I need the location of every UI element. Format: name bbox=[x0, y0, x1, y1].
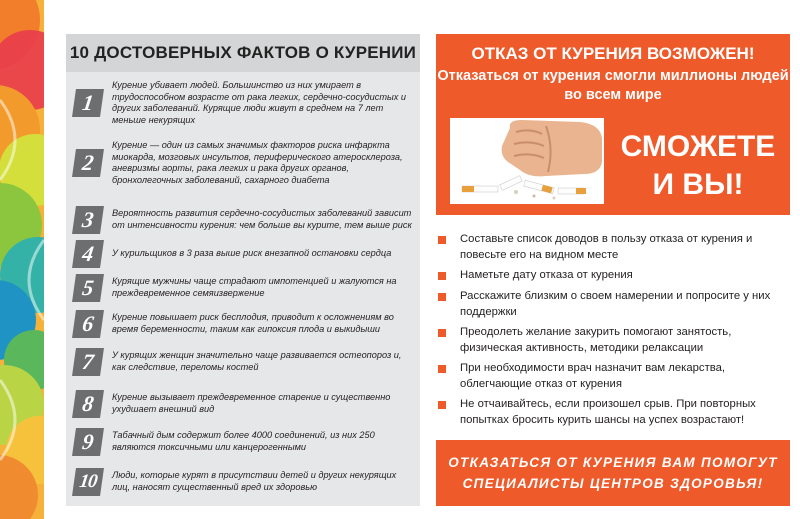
you-can-too-text: СМОЖЕТЕ И ВЫ! bbox=[620, 130, 776, 201]
fact-item bbox=[74, 140, 416, 186]
fact-item bbox=[74, 274, 416, 302]
fact-item bbox=[74, 240, 416, 268]
tip-text: Наметьте дату отказа от курения bbox=[460, 269, 633, 281]
fact-number: 10 bbox=[72, 468, 104, 496]
fact-number: 7 bbox=[72, 348, 104, 376]
fact-number: 4 bbox=[72, 240, 104, 268]
tip-text: Преодолеть желание закурить помогают занятость, физическая активность, методики релаксации bbox=[460, 326, 732, 354]
fact-text: Курение убивает людей. Большинство из них умирает в трудоспособном возрасте от рака легких, сердечно-сосудистых и других заболеваний. Курящие люди живут в среднем на 7 лет меньше некурящих bbox=[112, 80, 406, 125]
fact-number: 2 bbox=[72, 149, 104, 177]
tip-text: Составьте список доводов в пользу отказа от курения и повесьте его на видном месте bbox=[460, 233, 753, 261]
fact-number: 1 bbox=[72, 89, 104, 117]
health-centers-banner bbox=[436, 440, 790, 506]
fact-text: У курильщиков в 3 раза выше риск внезапной остановки сердца bbox=[112, 248, 392, 259]
fact-item bbox=[74, 206, 416, 234]
tip-text: При необходимости врач назначит вам лекарства, облегчающие отказ от курения bbox=[460, 362, 726, 390]
decorative-strip bbox=[0, 0, 44, 519]
fact-text: Курящие мужчины чаще страдают импотенцией и жалуются на преждевременное семяизвержение bbox=[112, 276, 397, 298]
fact-text: Табачный дым содержит более 4000 соединений, из них 250 являются токсичными или канцерогенными bbox=[112, 430, 375, 452]
facts-panel bbox=[66, 34, 420, 506]
banner-line-1: ОТКАЗАТЬСЯ ОТ КУРЕНИЯ ВАМ ПОМОГУТ bbox=[448, 455, 778, 470]
fact-number: 5 bbox=[72, 274, 104, 302]
fact-text: Вероятность развития сердечно-сосудистых заболеваний зависит от интенсивности курения: чем больше вы курите, тем выше риск bbox=[112, 208, 412, 230]
quit-possible-box bbox=[436, 34, 790, 215]
quit-possible-subheading: Отказаться от курения смогли миллионы людей во всем мире bbox=[437, 68, 789, 103]
tip-text: Не отчаивайтесь, если произошел срыв. При повторных попытках бросить курить шансы на успех возрастают! bbox=[460, 398, 756, 426]
fact-item bbox=[74, 310, 416, 338]
fact-item bbox=[74, 348, 416, 376]
fact-number: 3 bbox=[72, 206, 104, 234]
bullet-square-icon bbox=[438, 329, 446, 337]
bullet-square-icon bbox=[438, 272, 446, 280]
fact-item bbox=[74, 468, 416, 496]
fact-number: 8 bbox=[72, 390, 104, 418]
fact-text: Люди, которые курят в присутствии детей и других некурящих лиц, наносят существенный вред их здоровью bbox=[112, 470, 397, 492]
fact-text: У курящих женщин значительно чаще развивается остеопороз и, как следствие, переломы костей bbox=[112, 350, 402, 372]
bullet-square-icon bbox=[438, 401, 446, 409]
fact-number: 9 bbox=[72, 428, 104, 456]
fact-item bbox=[74, 390, 416, 418]
banner-line-2: СПЕЦИАЛИСТЫ ЦЕНТРОВ ЗДОРОВЬЯ! bbox=[462, 476, 764, 491]
fact-text: Курение — один из самых значимых факторов риска инфаркта миокарда, мозговых инсультов, периферического атеросклероза, аневризмы аорты, рака легких и рака других органов, бронхолегочных заболеваний, сахарного диабета bbox=[112, 140, 403, 185]
bullet-square-icon bbox=[438, 236, 446, 244]
tip-text: Расскажите близким о своем намерении и попросите у них поддержки bbox=[460, 290, 771, 318]
fist-crushing-cigarettes-image bbox=[450, 118, 604, 204]
fact-number: 6 bbox=[72, 310, 104, 338]
fact-text: Курение вызывает преждевременное старение и существенно ухудшает внешний вид bbox=[112, 392, 391, 414]
bullet-square-icon bbox=[438, 365, 446, 373]
quit-possible-heading: ОТКАЗ ОТ КУРЕНИЯ ВОЗМОЖЕН! bbox=[471, 44, 755, 63]
fact-text: Курение повышает риск бесплодия, приводит к осложнениям во время беременности, таким как гипоксия плода и выкидыши bbox=[112, 312, 394, 334]
bullet-square-icon bbox=[438, 293, 446, 301]
fact-item bbox=[74, 80, 416, 126]
fact-item bbox=[74, 428, 416, 456]
facts-title: 10 ДОСТОВЕРНЫХ ФАКТОВ О КУРЕНИИ bbox=[66, 34, 420, 72]
